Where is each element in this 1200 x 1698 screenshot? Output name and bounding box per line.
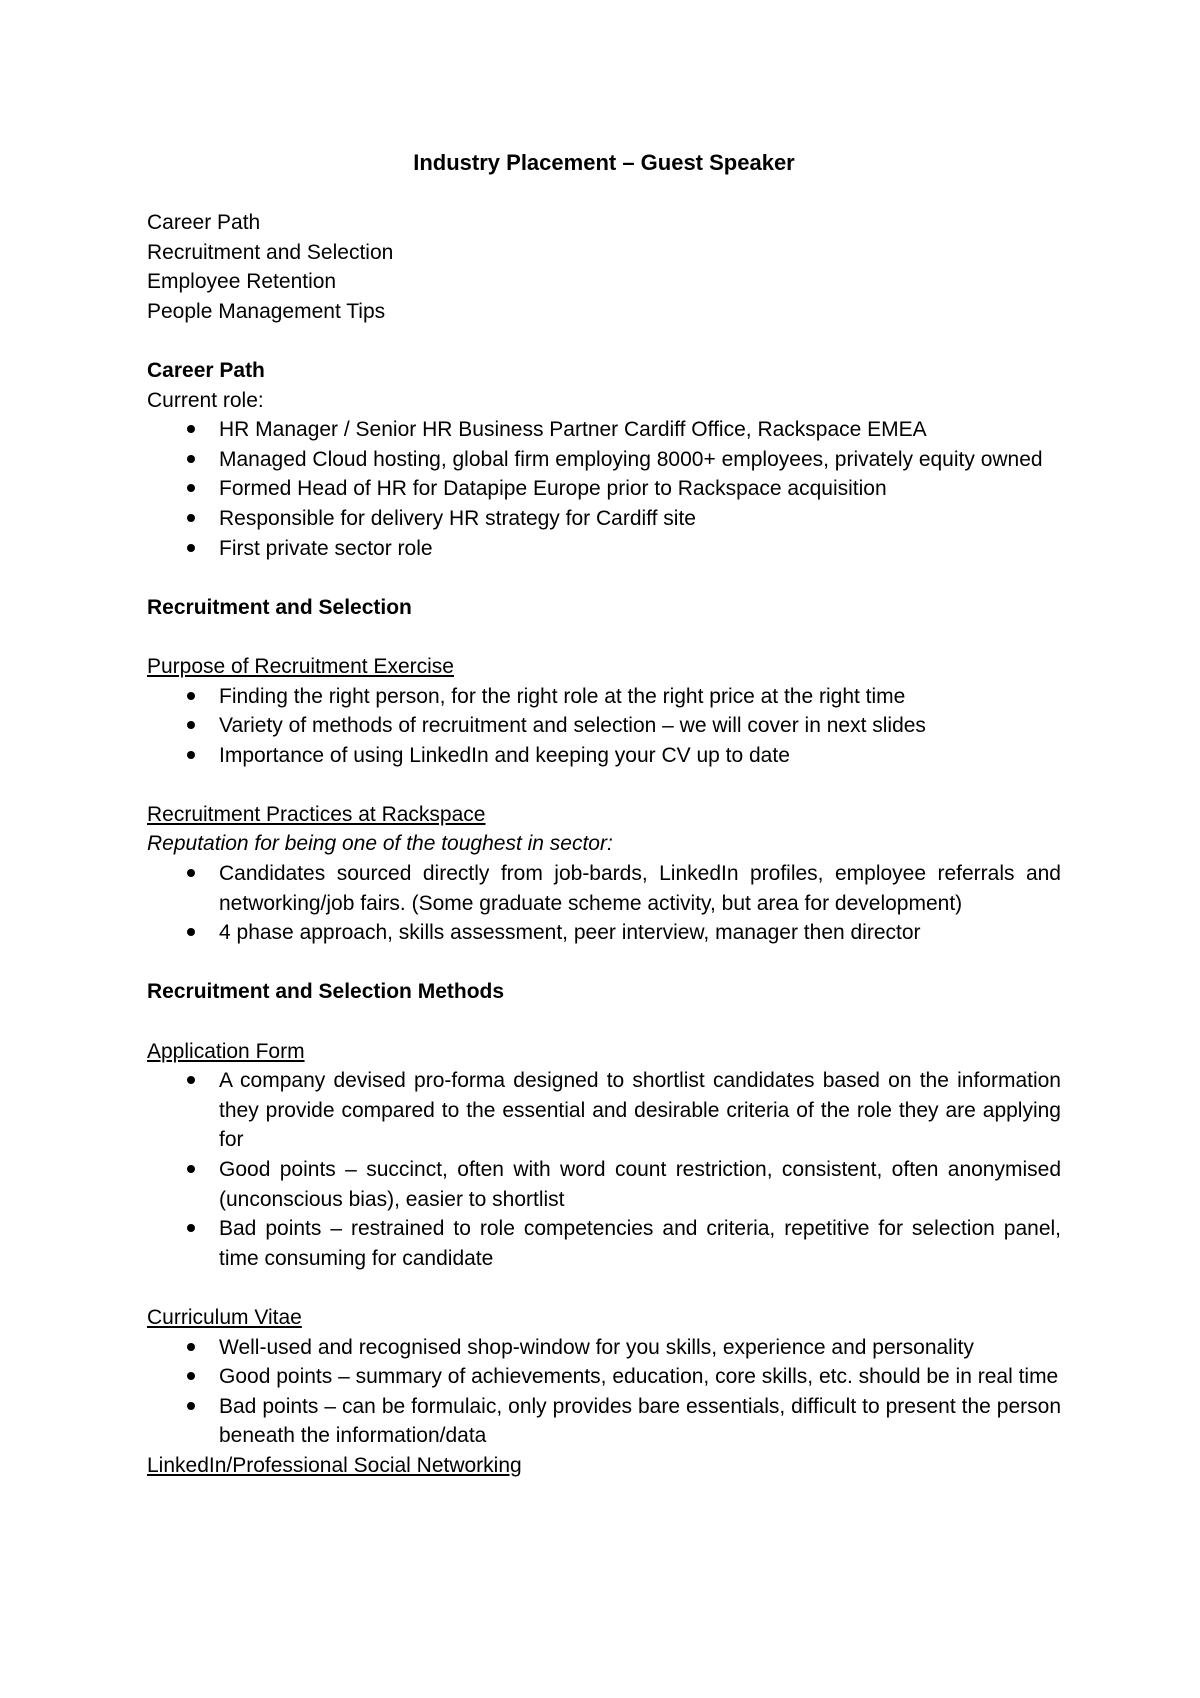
recruitment-section xyxy=(147,593,1061,948)
list-item: First private sector role xyxy=(147,534,1061,564)
bullet-icon xyxy=(187,425,195,433)
list-item: Variety of methods of recruitment and selection – we will cover in next slides xyxy=(147,711,1061,741)
contents-list xyxy=(147,208,1061,326)
bullet-icon xyxy=(187,455,195,463)
list-item: Good points – succinct, often with word count restriction, consistent, often anonymised (unconscious bias), easier to shortlist xyxy=(147,1155,1061,1214)
bullet-icon xyxy=(187,1402,195,1410)
bullet-icon xyxy=(187,928,195,936)
section-heading: Recruitment and Selection xyxy=(147,595,412,619)
spacer xyxy=(147,622,1061,652)
career-path-section xyxy=(147,356,1061,563)
spacer xyxy=(147,1007,1061,1037)
section-heading: Career Path xyxy=(147,358,265,382)
list-item: Bad points – restrained to role competencies and criteria, repetitive for selection panel, time consuming for candidate xyxy=(147,1214,1061,1273)
list-item: Candidates sourced directly from job-bards, LinkedIn profiles, employee referrals and networking/job fairs. (Some graduate scheme activity, but area for development) xyxy=(147,859,1061,918)
bullet-list xyxy=(147,415,1061,563)
bullet-icon xyxy=(187,721,195,729)
contents-item: Career Path xyxy=(147,211,261,234)
spacer xyxy=(147,326,1061,356)
spacer xyxy=(147,1273,1061,1303)
bullet-icon xyxy=(187,869,195,877)
subsection-heading: Recruitment Practices at Rackspace xyxy=(147,802,486,826)
subsection-intro: Reputation for being one of the toughest in sector: xyxy=(147,832,613,856)
spacer xyxy=(147,770,1061,800)
bullet-icon xyxy=(187,514,195,522)
bullet-icon xyxy=(187,751,195,759)
bullet-list xyxy=(147,682,1061,771)
list-item: Bad points – can be formulaic, only provides bare essentials, difficult to present the person beneath the information/data xyxy=(147,1392,1061,1451)
bullet-list xyxy=(147,1066,1061,1273)
subsection-heading: LinkedIn/Professional Social Networking xyxy=(147,1453,522,1477)
contents-item: People Management Tips xyxy=(147,299,386,323)
methods-section xyxy=(147,977,1061,1480)
subsection-heading: Purpose of Recruitment Exercise xyxy=(147,654,454,678)
bullet-icon xyxy=(187,1165,195,1173)
contents-item: Employee Retention xyxy=(147,270,337,294)
list-item: Finding the right person, for the right role at the right price at the right time xyxy=(147,682,1061,712)
spacer xyxy=(147,563,1061,593)
list-item: Responsible for delivery HR strategy for Cardiff site xyxy=(147,504,1061,534)
page-title: Industry Placement – Guest Speaker xyxy=(413,150,795,175)
bullet-icon xyxy=(187,1372,195,1380)
bullet-icon xyxy=(187,484,195,492)
section-heading: Recruitment and Selection Methods xyxy=(147,980,505,1004)
list-item: Good points – summary of achievements, education, core skills, etc. should be in real time xyxy=(147,1362,1061,1392)
subsection-heading: Curriculum Vitae xyxy=(147,1305,302,1329)
list-item: Formed Head of HR for Datapipe Europe prior to Rackspace acquisition xyxy=(147,474,1061,504)
document-page xyxy=(147,148,1061,1481)
bullet-icon xyxy=(187,1076,195,1084)
list-item: Well-used and recognised shop-window for you skills, experience and personality xyxy=(147,1333,1061,1363)
list-item: Importance of using LinkedIn and keeping your CV up to date xyxy=(147,741,1061,771)
bullet-icon xyxy=(187,544,195,552)
spacer xyxy=(147,948,1061,978)
list-item: A company devised pro-forma designed to shortlist candidates based on the information they provide compared to the essential and desirable criteria of the role they are applying for xyxy=(147,1066,1061,1155)
section-intro: Current role: xyxy=(147,388,264,412)
list-item: 4 phase approach, skills assessment, peer interview, manager then director xyxy=(147,918,1061,948)
list-item: Managed Cloud hosting, global firm employing 8000+ employees, privately equity owned xyxy=(147,445,1061,475)
list-item: HR Manager / Senior HR Business Partner Cardiff Office, Rackspace EMEA xyxy=(147,415,1061,445)
contents-item: Recruitment and Selection xyxy=(147,240,394,264)
bullet-list xyxy=(147,859,1061,948)
bullet-icon xyxy=(187,1343,195,1351)
bullet-icon xyxy=(187,692,195,700)
subsection-heading: Application Form xyxy=(147,1039,305,1063)
bullet-list xyxy=(147,1333,1061,1451)
bullet-icon xyxy=(187,1224,195,1232)
